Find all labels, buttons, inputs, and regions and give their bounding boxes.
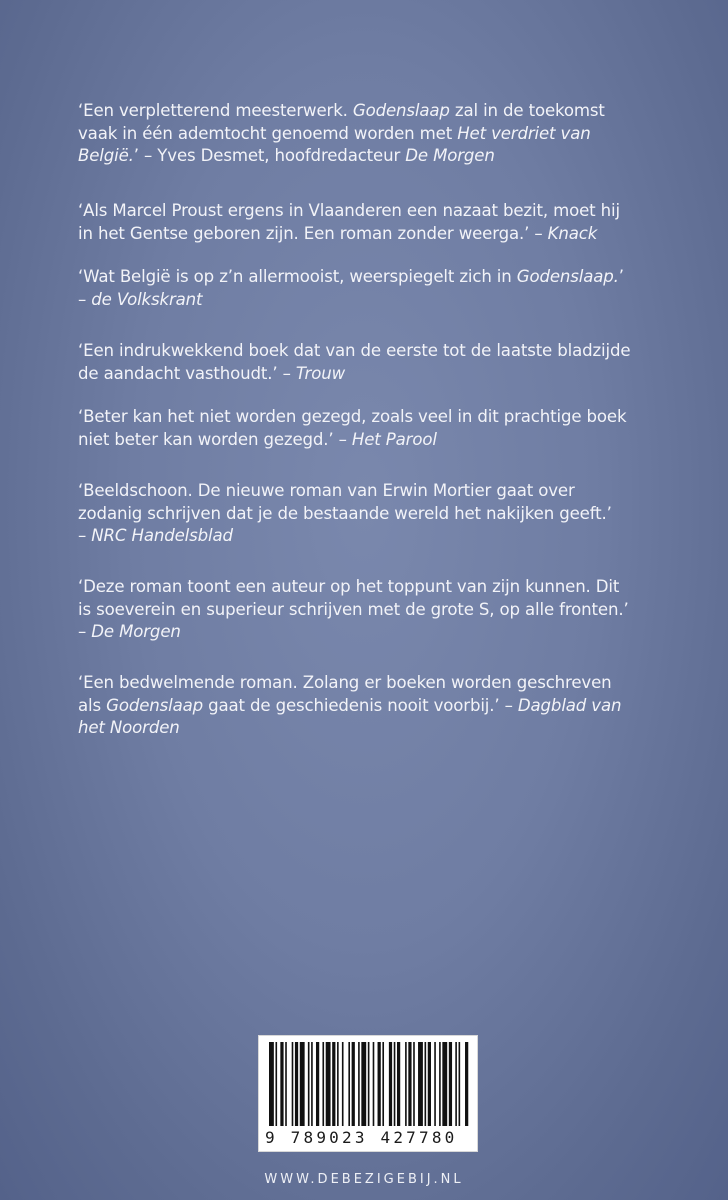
barcode-bar bbox=[434, 1042, 436, 1126]
publisher-website: WWW.DEBEZIGEBIJ.NL bbox=[264, 1172, 464, 1187]
barcode-bar bbox=[428, 1042, 431, 1126]
quote-text: zal in de toekomst bbox=[449, 101, 605, 120]
barcode-bar bbox=[316, 1042, 319, 1126]
review-quote bbox=[78, 672, 698, 740]
quote-italic-text: Knack bbox=[547, 223, 598, 243]
review-quote bbox=[78, 480, 698, 548]
quote-text: ‘Wat België is op z’n allermooist, weerspiegelt zich in bbox=[78, 267, 517, 286]
barcode-bar bbox=[326, 1042, 331, 1126]
barcode-bar bbox=[413, 1042, 415, 1126]
barcode-bar bbox=[389, 1042, 392, 1126]
quote-line bbox=[78, 200, 698, 223]
barcode-bar bbox=[311, 1042, 313, 1126]
isbn-number: 9 789023 427780 bbox=[265, 1128, 458, 1147]
quote-italic-text: België. bbox=[78, 146, 134, 165]
quote-italic-text: Godenslaap bbox=[352, 101, 450, 120]
quote-italic-text: Godenslaap bbox=[106, 695, 204, 715]
isbn-barcode bbox=[258, 1035, 478, 1152]
barcode-bar bbox=[285, 1042, 287, 1126]
quote-italic-text: NRC Handelsblad bbox=[91, 526, 233, 545]
barcode-bar bbox=[378, 1042, 381, 1126]
review-quote bbox=[78, 406, 698, 451]
quote-italic-text: het Noorden bbox=[78, 718, 180, 737]
barcode-bar bbox=[358, 1042, 360, 1126]
barcode-bar bbox=[337, 1042, 339, 1126]
barcode-bar bbox=[361, 1042, 366, 1126]
review-quote bbox=[78, 340, 698, 385]
quote-italic-text: Het verdriet van bbox=[457, 123, 591, 143]
quote-text: ‘Een verpletterend meesterwerk. bbox=[78, 101, 353, 120]
barcode-bar bbox=[455, 1042, 457, 1126]
quote-text: vaak in één ademtocht genoemd worden met bbox=[78, 123, 458, 143]
quote-line bbox=[78, 717, 698, 740]
barcode-bar bbox=[269, 1042, 274, 1126]
barcode-bar bbox=[292, 1042, 294, 1126]
quote-text: – bbox=[78, 622, 92, 641]
quote-line bbox=[78, 576, 698, 599]
quote-line bbox=[78, 340, 698, 363]
quote-line bbox=[78, 123, 698, 146]
quote-text: ‘Beeldschoon. De nieuwe roman van Erwin Mortier gaat over bbox=[78, 481, 575, 500]
barcode-bar bbox=[373, 1042, 375, 1126]
quote-line bbox=[78, 145, 698, 168]
barcode-bar bbox=[348, 1042, 350, 1126]
barcode-bar bbox=[425, 1042, 427, 1126]
barcode-bar bbox=[459, 1042, 461, 1126]
barcode-bar bbox=[368, 1042, 370, 1126]
review-quote bbox=[78, 200, 698, 245]
barcode-bar bbox=[342, 1042, 344, 1126]
quote-line bbox=[78, 480, 698, 503]
quote-line bbox=[78, 621, 698, 644]
barcode-bar bbox=[449, 1042, 452, 1126]
barcode-bar bbox=[332, 1042, 335, 1126]
quote-text: ’ – Yves Desmet, hoofdredacteur bbox=[133, 146, 406, 165]
review-quote bbox=[78, 266, 698, 311]
quote-italic-text: Het Parool bbox=[351, 429, 437, 449]
barcode-bar bbox=[295, 1042, 298, 1126]
review-quote bbox=[78, 576, 698, 644]
quote-line bbox=[78, 599, 698, 622]
quote-text: ‘Deze roman toont een auteur op het toppunt van zijn kunnen. Dit bbox=[78, 577, 620, 596]
quote-line bbox=[78, 503, 698, 526]
quote-line bbox=[78, 525, 698, 548]
quote-text: – bbox=[78, 526, 92, 545]
barcode-bars bbox=[259, 1036, 477, 1128]
review-quote bbox=[78, 100, 698, 168]
barcode-bar bbox=[352, 1042, 355, 1126]
barcode-bar bbox=[300, 1042, 305, 1126]
quote-line bbox=[78, 223, 698, 246]
quote-text: in het Gentse geboren zijn. Een roman zonder weerga.’ – bbox=[78, 223, 548, 243]
barcode-bar bbox=[442, 1042, 447, 1126]
barcode-bar bbox=[308, 1042, 310, 1126]
quote-text: ‘Een indrukwekkend boek dat van de eerste tot de laatste bladzijde bbox=[78, 341, 631, 360]
quote-italic-text: Godenslaap. bbox=[516, 267, 619, 286]
quote-text: ‘Beter kan het niet worden gezegd, zoals veel in dit prachtige boek bbox=[78, 407, 627, 426]
barcode-bar bbox=[397, 1042, 400, 1126]
quote-line bbox=[78, 100, 698, 123]
quote-text: gaat de geschiedenis nooit voorbij.’ – bbox=[203, 695, 518, 715]
barcode-bar bbox=[405, 1042, 407, 1126]
quote-text: niet beter kan worden gezegd.’ – bbox=[78, 429, 352, 449]
quote-text: – bbox=[78, 289, 92, 309]
quote-line bbox=[78, 266, 698, 289]
quote-line bbox=[78, 429, 698, 452]
quote-italic-text: De Morgen bbox=[405, 146, 495, 165]
barcode-bar bbox=[394, 1042, 396, 1126]
quote-line bbox=[78, 363, 698, 386]
quote-italic-text: de Volkskrant bbox=[91, 289, 203, 309]
barcode-bar bbox=[408, 1042, 411, 1126]
barcode-bar bbox=[275, 1042, 277, 1126]
barcode-bar bbox=[322, 1042, 324, 1126]
quote-italic-text: De Morgen bbox=[91, 622, 181, 641]
quote-italic-text: Trouw bbox=[295, 363, 346, 383]
barcode-bar bbox=[280, 1042, 283, 1126]
barcode-bar bbox=[465, 1042, 468, 1126]
quote-line bbox=[78, 289, 698, 312]
barcode-bar bbox=[382, 1042, 384, 1126]
barcode-bar bbox=[418, 1042, 423, 1126]
quote-text: de aandacht vasthoudt.’ – bbox=[78, 363, 296, 383]
quote-line bbox=[78, 672, 698, 695]
quote-text: ’ bbox=[618, 267, 624, 286]
quote-italic-text: Dagblad van bbox=[517, 695, 622, 715]
quote-text: ‘Als Marcel Proust ergens in Vlaanderen een nazaat bezit, moet hij bbox=[78, 201, 620, 220]
quote-line bbox=[78, 695, 698, 718]
quote-text: zodanig schrijven dat je de bestaande wereld het nakijken geeft.’ bbox=[78, 503, 612, 523]
barcode-bar bbox=[439, 1042, 441, 1126]
quote-line bbox=[78, 406, 698, 429]
quote-text: als bbox=[78, 695, 107, 715]
quote-text: is soeverein en superieur schrijven met de grote S, op alle fronten.’ bbox=[78, 599, 629, 619]
quote-text: ‘Een bedwelmende roman. Zolang er boeken worden geschreven bbox=[78, 673, 612, 692]
